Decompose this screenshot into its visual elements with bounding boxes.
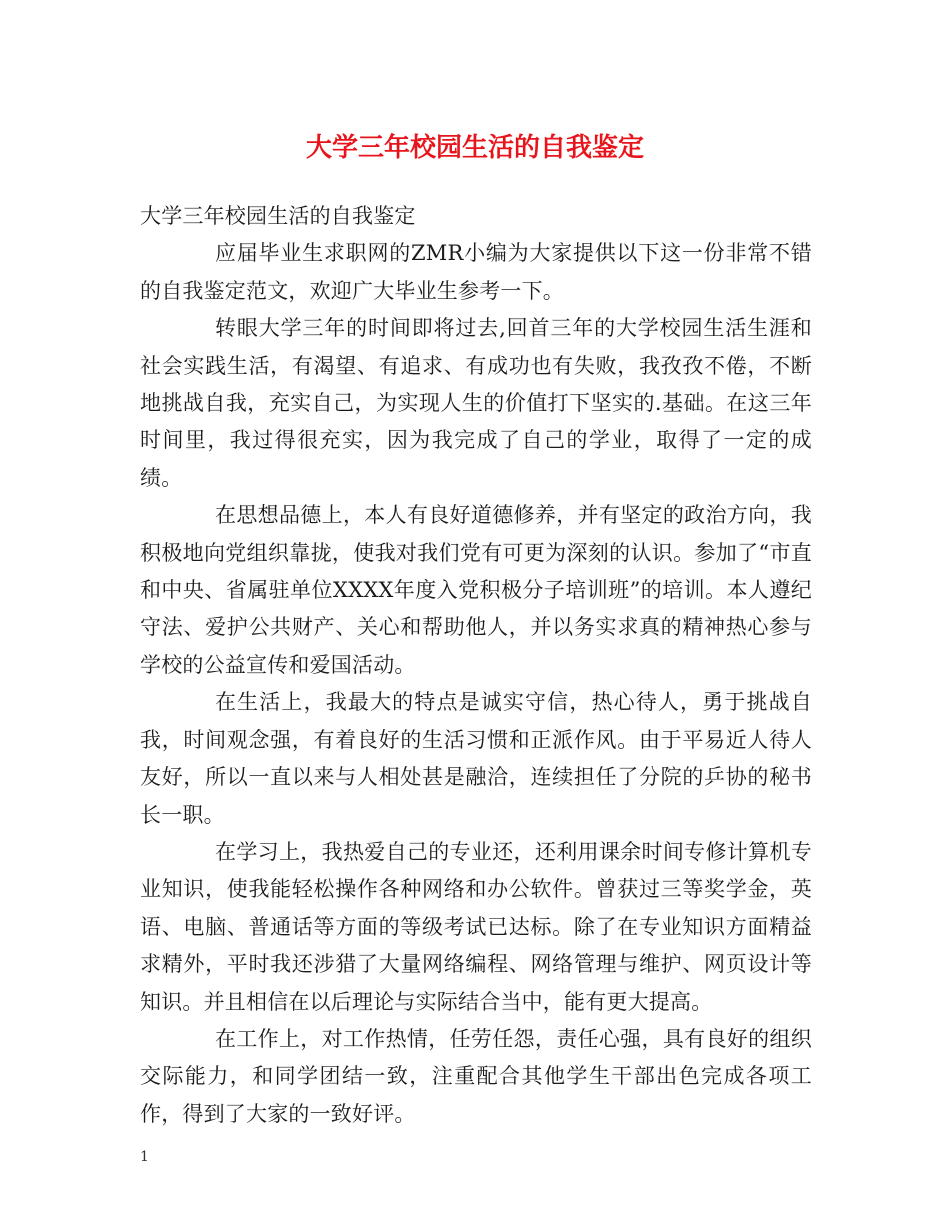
paragraph-study: 在学习上，我热爱自己的专业还，还利用课余时间专修计算机专业知识，使我能轻松操作各种网络和办公软件。曾获过三等奖学金，英语、电脑、普通话等方面的等级考试已达标。除了在专业知识方面精益求精外，平时我还涉猎了大量网络编程、网络管理与维护、网页设计等知识。并且相信在以后理论与实际结合当中，能有更大提高。	[140, 839, 812, 1014]
paragraph-review: 转眼大学三年的时间即将过去,回首三年的大学校园生活生涯和社会实践生活，有渴望、有追求、有成功也有失败，我孜孜不倦，不断地挑战自我，充实自己，为实现人生的价值打下坚实的.基础。在这三年时间里，我过得很充实，因为我完成了自己的学业，取得了一定的成绩。	[140, 316, 812, 490]
paragraph-life: 在生活上，我最大的特点是诚实守信，热心待人，勇于挑战自我，时间观念强，有着良好的生活习惯和正派作风。由于平易近人待人友好，所以一直以来与人相处甚是融洽，连续担任了分院的乒协的秘书长一职。	[140, 690, 812, 827]
document-body	[140, 198, 812, 1133]
page-number: 1	[140, 1149, 149, 1165]
document-title: 大学三年校园生活的自我鉴定	[305, 133, 644, 163]
paragraph-moral: 在思想品德上，本人有良好道德修养，并有坚定的政治方向，我积极地向党组织靠拢，使我对我们党有可更为深刻的认识。参加了“市直和中央、省属驻单位XXXX年度入党积极分子培训班”的培训。本人遵纪守法、爱护公共财产、关心和帮助他人，并以务实求真的精神热心参与学校的公益宣传和爱国活动。	[140, 503, 812, 677]
paragraph-intro: 应届毕业生求职网的ZMR小编为大家提供以下这一份非常不错的自我鉴定范文，欢迎广大毕业生参考一下。	[140, 241, 812, 303]
document-subtitle: 大学三年校园生活的自我鉴定	[140, 204, 416, 228]
paragraph-work: 在工作上，对工作热情，任劳任怨，责任心强，具有良好的组织交际能力，和同学团结一致，注重配合其他学生干部出色完成各项工作，得到了大家的一致好评。	[140, 1026, 812, 1126]
